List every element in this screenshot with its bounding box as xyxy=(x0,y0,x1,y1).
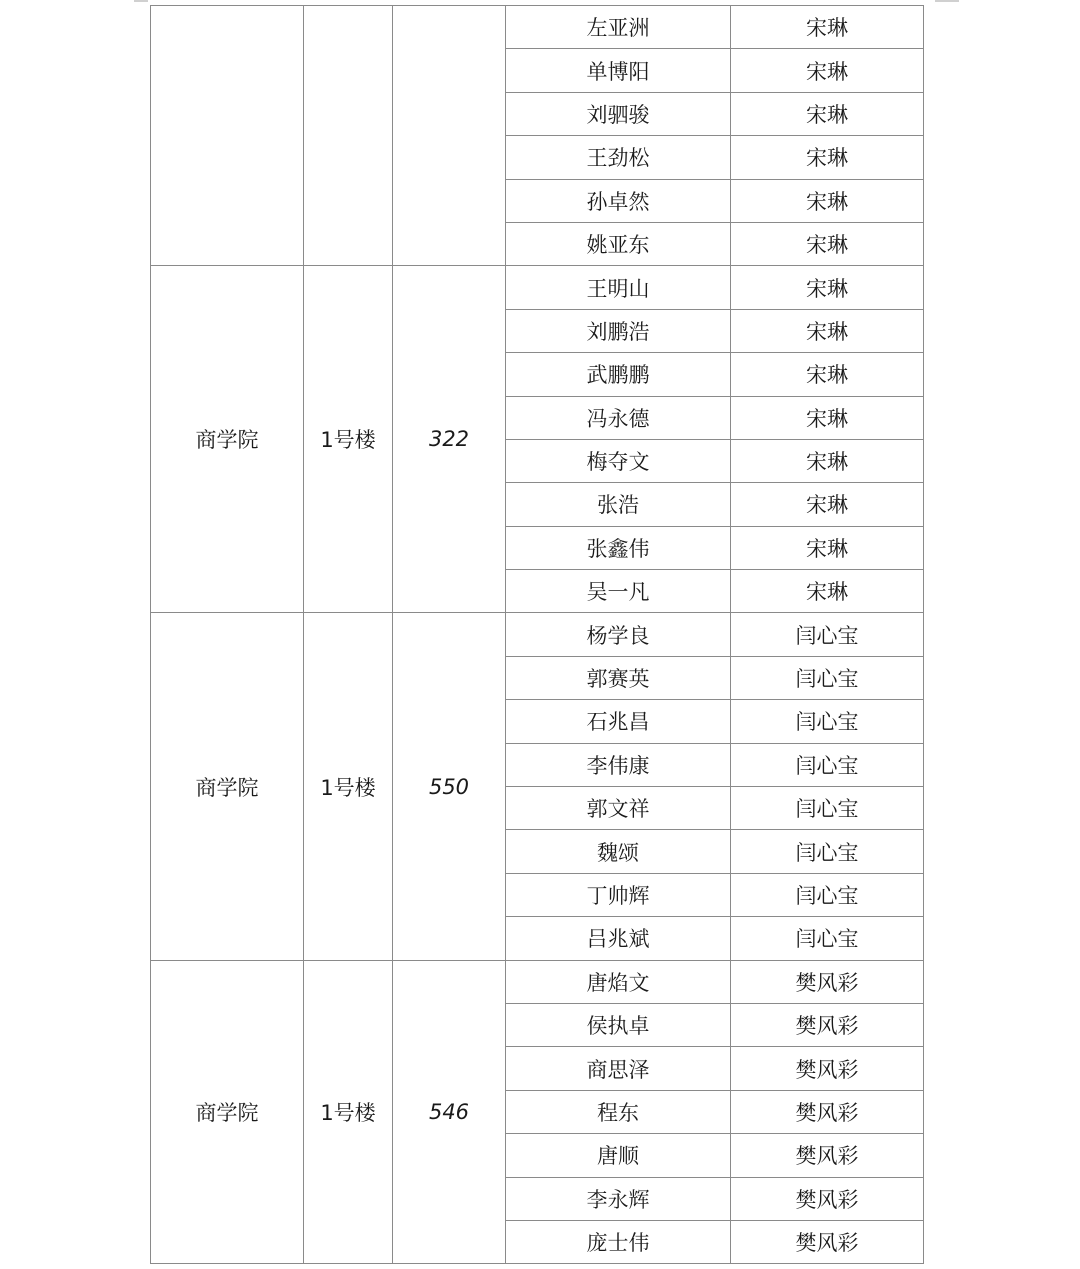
student-name-cell: 侯执卓 xyxy=(506,1003,731,1046)
college-cell: 商学院 xyxy=(151,613,304,960)
student-name-cell: 唐焰文 xyxy=(506,960,731,1003)
teacher-name-cell: 樊风彩 xyxy=(731,1177,924,1220)
teacher-name-cell: 宋琳 xyxy=(731,179,924,222)
table-row xyxy=(151,613,924,656)
teacher-name-cell: 闫心宝 xyxy=(731,787,924,830)
teacher-name-cell: 宋琳 xyxy=(731,570,924,613)
student-name-cell: 张鑫伟 xyxy=(506,526,731,569)
college-cell: 商学院 xyxy=(151,266,304,613)
student-name-cell: 梅夺文 xyxy=(506,439,731,482)
teacher-name-cell: 宋琳 xyxy=(731,49,924,92)
student-name-cell: 武鹏鹏 xyxy=(506,353,731,396)
teacher-name-cell: 樊风彩 xyxy=(731,1047,924,1090)
table-row xyxy=(151,960,924,1003)
college-cell: 商学院 xyxy=(151,960,304,1264)
student-name-cell: 丁帅辉 xyxy=(506,873,731,916)
student-name-cell: 冯永德 xyxy=(506,396,731,439)
teacher-name-cell: 宋琳 xyxy=(731,483,924,526)
page-edge-mark xyxy=(134,0,148,2)
teacher-name-cell: 樊风彩 xyxy=(731,1090,924,1133)
room-cell: 550 xyxy=(393,613,506,960)
teacher-name-cell: 闫心宝 xyxy=(731,917,924,960)
student-name-cell: 郭赛英 xyxy=(506,656,731,699)
student-name-cell: 姚亚东 xyxy=(506,222,731,265)
dormitory-roster-table xyxy=(150,5,924,1264)
college-cell xyxy=(151,6,304,266)
student-name-cell: 唐顺 xyxy=(506,1134,731,1177)
student-name-cell: 左亚洲 xyxy=(506,6,731,49)
teacher-name-cell: 闫心宝 xyxy=(731,656,924,699)
teacher-name-cell: 樊风彩 xyxy=(731,1220,924,1263)
room-cell: 546 xyxy=(393,960,506,1264)
building-cell: 1号楼 xyxy=(304,960,393,1264)
teacher-name-cell: 宋琳 xyxy=(731,136,924,179)
student-name-cell: 王明山 xyxy=(506,266,731,309)
teacher-name-cell: 宋琳 xyxy=(731,6,924,49)
student-name-cell: 刘驷骏 xyxy=(506,92,731,135)
building-cell: 1号楼 xyxy=(304,613,393,960)
teacher-name-cell: 宋琳 xyxy=(731,309,924,352)
teacher-name-cell: 闫心宝 xyxy=(731,830,924,873)
student-name-cell: 石兆昌 xyxy=(506,700,731,743)
building-cell xyxy=(304,6,393,266)
student-name-cell: 刘鹏浩 xyxy=(506,309,731,352)
table-row xyxy=(151,266,924,309)
teacher-name-cell: 宋琳 xyxy=(731,439,924,482)
teacher-name-cell: 宋琳 xyxy=(731,266,924,309)
teacher-name-cell: 闫心宝 xyxy=(731,613,924,656)
student-name-cell: 郭文祥 xyxy=(506,787,731,830)
building-cell: 1号楼 xyxy=(304,266,393,613)
student-name-cell: 李永辉 xyxy=(506,1177,731,1220)
teacher-name-cell: 樊风彩 xyxy=(731,960,924,1003)
teacher-name-cell: 闫心宝 xyxy=(731,743,924,786)
teacher-name-cell: 樊风彩 xyxy=(731,1003,924,1046)
student-name-cell: 吕兆斌 xyxy=(506,917,731,960)
student-name-cell: 程东 xyxy=(506,1090,731,1133)
student-name-cell: 商思泽 xyxy=(506,1047,731,1090)
page-edge-mark xyxy=(935,0,959,2)
student-name-cell: 孙卓然 xyxy=(506,179,731,222)
student-name-cell: 单博阳 xyxy=(506,49,731,92)
room-cell: 322 xyxy=(393,266,506,613)
student-name-cell: 吴一凡 xyxy=(506,570,731,613)
student-name-cell: 杨学良 xyxy=(506,613,731,656)
teacher-name-cell: 闫心宝 xyxy=(731,700,924,743)
teacher-name-cell: 宋琳 xyxy=(731,396,924,439)
teacher-name-cell: 宋琳 xyxy=(731,92,924,135)
student-name-cell: 王劲松 xyxy=(506,136,731,179)
teacher-name-cell: 宋琳 xyxy=(731,526,924,569)
room-cell xyxy=(393,6,506,266)
student-name-cell: 李伟康 xyxy=(506,743,731,786)
student-name-cell: 魏颂 xyxy=(506,830,731,873)
teacher-name-cell: 樊风彩 xyxy=(731,1134,924,1177)
teacher-name-cell: 闫心宝 xyxy=(731,873,924,916)
student-name-cell: 庞士伟 xyxy=(506,1220,731,1263)
table-row xyxy=(151,6,924,49)
teacher-name-cell: 宋琳 xyxy=(731,222,924,265)
student-name-cell: 张浩 xyxy=(506,483,731,526)
teacher-name-cell: 宋琳 xyxy=(731,353,924,396)
